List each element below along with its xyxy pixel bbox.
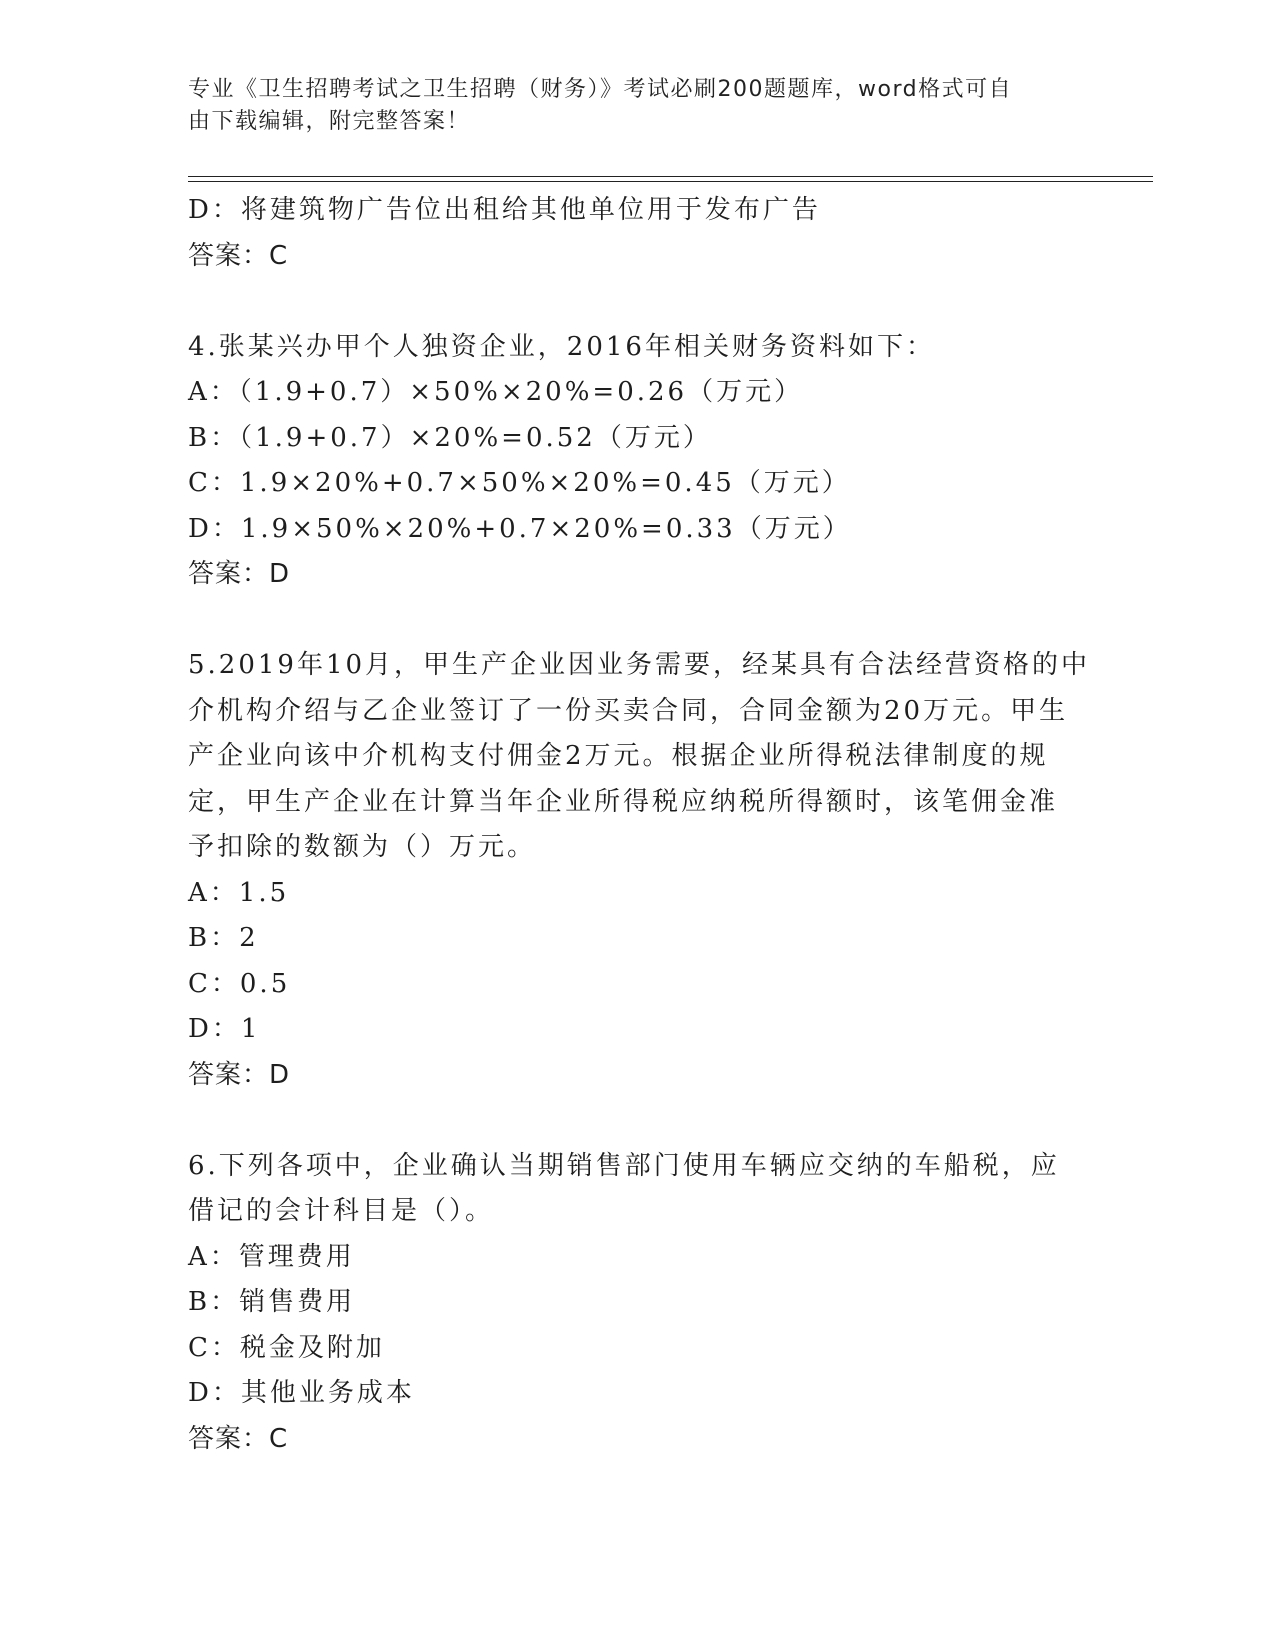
spacer <box>188 1098 1088 1144</box>
question-5-answer: 答案：D <box>188 1059 291 1090</box>
page-header <box>188 74 1068 138</box>
question-3-tail <box>188 188 1088 279</box>
question-6-answer: 答案：C <box>188 1423 289 1454</box>
question-5-stem-line: 介机构介绍与乙企业签订了一份买卖合同，合同金额为20万元。甲生 <box>188 695 1069 726</box>
question-5-option-a: A：1.5 <box>188 877 290 908</box>
spacer <box>188 598 1088 644</box>
question-6-stem-line: 借记的会计科目是（）。 <box>188 1196 495 1226</box>
question-4-option-c: C：1.9×20%+0.7×50%×20%=0.45（万元） <box>188 468 851 498</box>
question-6-option-a: A：管理费用 <box>188 1241 355 1272</box>
question-6-option-d: D：其他业务成本 <box>188 1378 415 1408</box>
question-5-stem-line: 定，甲生产企业在计算当年企业所得税应纳税所得额时，该笔佣金准 <box>188 786 1059 817</box>
question-5-option-c: C：0.5 <box>188 968 291 999</box>
question-6-option-b: B：销售费用 <box>188 1287 356 1317</box>
document-body <box>188 188 1091 1462</box>
question-3-option-d: D：将建筑物广告位出租给其他单位用于发布广告 <box>188 195 821 225</box>
header-divider-bottom <box>188 181 1153 182</box>
question-5-option-b: B：2 <box>188 923 259 953</box>
question-6-option-c: C：税金及附加 <box>188 1332 385 1363</box>
question-5-stem-line: 5.2019年10月，甲生产企业因业务需要，经某具有合法经营资格的中 <box>188 650 1091 680</box>
question-6-stem-line: 6.下列各项中，企业确认当期销售部门使用车辆应交纳的车船税，应 <box>188 1150 1060 1181</box>
spacer <box>188 279 1088 325</box>
question-5-stem-line: 产企业向该中介机构支付佣金2万元。根据企业所得税法律制度的规 <box>188 741 1049 771</box>
header-title-line-2: 由下载编辑，附完整答案！ <box>188 109 471 134</box>
header-title-line-1: 专业《卫生招聘考试之卫生招聘（财务）》考试必刷200题题库，word格式可自 <box>188 77 1013 102</box>
question-4-option-b: B：（1.9+0.7）×20%=0.52（万元） <box>188 422 712 453</box>
question-4 <box>188 325 1088 598</box>
question-5-stem-line: 予扣除的数额为（）万元。 <box>188 832 537 862</box>
question-4-option-a: A：（1.9+0.7）×50%×20%=0.26（万元） <box>188 377 804 407</box>
question-4-stem: 4.张某兴办甲个人独资企业，2016年相关财务资料如下： <box>188 331 935 362</box>
question-5-option-d: D：1 <box>188 1014 261 1044</box>
question-6 <box>188 1144 1088 1463</box>
question-4-option-d: D：1.9×50%×20%+0.7×20%=0.33（万元） <box>188 513 852 544</box>
question-5 <box>188 643 1091 1098</box>
question-4-answer: 答案：D <box>188 559 291 589</box>
header-divider-top <box>188 176 1153 177</box>
question-3-answer: 答案：C <box>188 240 289 271</box>
